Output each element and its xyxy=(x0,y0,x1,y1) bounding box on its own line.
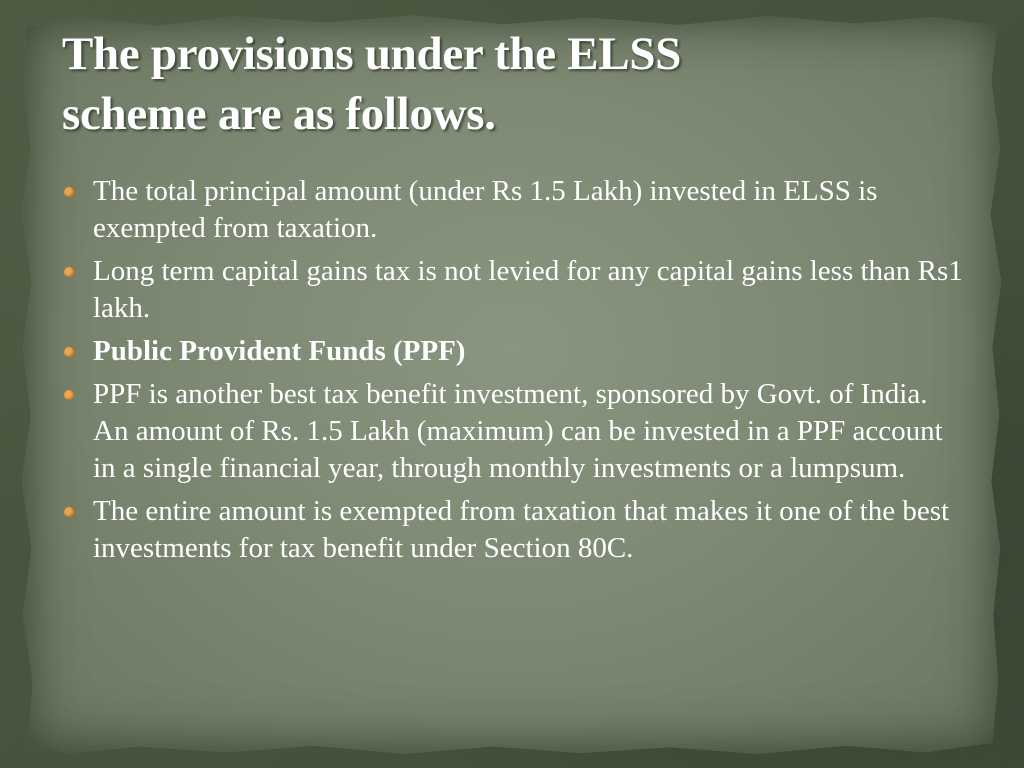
slide-title xyxy=(62,24,942,144)
title-line-2: scheme are as follows. xyxy=(62,88,496,140)
title-line-1: The provisions under the ELSS xyxy=(62,28,682,80)
bullet-text: Long term capital gains tax is not levied for any capital gains less than Rs1 lakh. xyxy=(93,255,963,324)
bullet-dot-icon xyxy=(64,267,74,277)
bullet-text: The total principal amount (under Rs 1.5 Lakh) invested in ELSS is exempted from taxation. xyxy=(93,175,878,244)
bullet-dot-icon xyxy=(64,390,74,400)
bullet-dot-icon xyxy=(64,187,74,197)
bullet-dot-icon xyxy=(64,507,74,517)
bullet-text: The entire amount is exempted from taxation that makes it one of the best investments for tax benefit under Section 80C. xyxy=(93,495,950,564)
bullet-item xyxy=(62,333,967,370)
bullet-item xyxy=(62,493,967,567)
bullet-heading: Public Provident Funds (PPF) xyxy=(93,335,466,367)
bullet-text: PPF is another best tax benefit investment, sponsored by Govt. of India. An amount of Rs. 1.5 Lakh (maximum) can be invested in a PPF account in a single financial year, through monthly investments or a lumpsum. xyxy=(93,378,943,484)
bullet-dot-icon xyxy=(64,347,74,357)
bullet-item xyxy=(62,173,967,247)
bullet-item xyxy=(62,376,967,487)
bullet-list xyxy=(62,173,967,573)
bullet-item xyxy=(62,253,967,327)
